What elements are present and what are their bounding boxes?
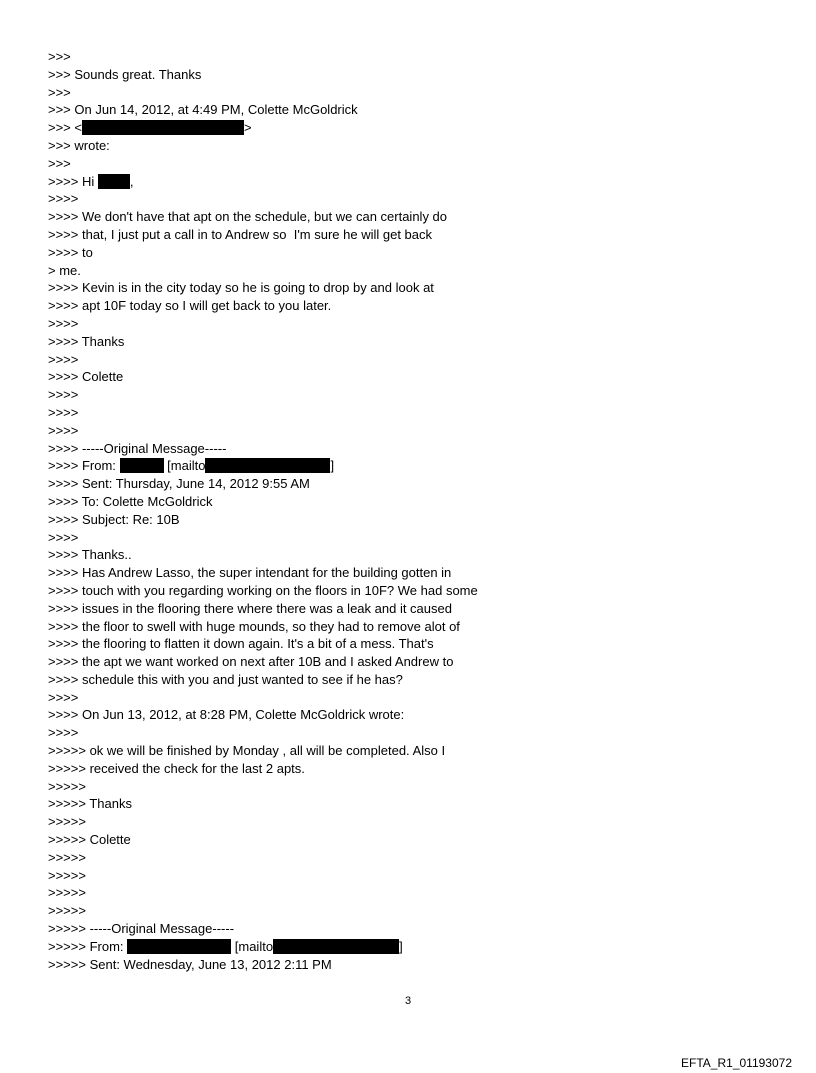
email-thread-body (48, 48, 768, 973)
quote-line: >>>> the floor to swell with huge mounds, so they had to remove alot of (48, 618, 460, 634)
quote-line: >>>>> Sent: Wednesday, June 13, 2012 2:11 PM (48, 956, 332, 972)
quote-line: >>> On Jun 14, 2012, at 4:49 PM, Colette McGoldrick (48, 102, 358, 118)
quote-line: > me. (48, 262, 81, 278)
page-number: 3 (404, 995, 412, 1007)
quote-line: >>> Sounds great. Thanks (48, 66, 202, 82)
redaction-box (127, 939, 231, 954)
quote-line: >>>>> -----Original Message----- (48, 921, 235, 937)
quote-line: >>>> the apt we want worked on next after 10B and I asked Andrew to (48, 654, 454, 670)
from-label: >>>> From: (48, 458, 116, 474)
bracket-close: ] (330, 458, 335, 474)
quote-prefix: >>> < (48, 120, 82, 136)
redaction-box (120, 458, 164, 473)
redaction-box (98, 174, 130, 189)
quote-line: >>>>> (48, 814, 86, 830)
quote-line: >>>> (48, 725, 79, 741)
quote-line: >>> (48, 84, 71, 100)
quote-line: >>>>> Thanks (48, 796, 132, 812)
quote-line: >>>> Thanks (48, 333, 125, 349)
mailto-label: [mailto (167, 458, 206, 474)
quote-line: >>>> touch with you regarding working on the floors in 10F? We had some (48, 582, 478, 598)
quote-line: >>>>> ok we will be finished by Monday , all will be completed. Also I (48, 743, 446, 759)
quote-line: >>>> (48, 529, 79, 545)
quote-line: >>>> the flooring to flatten it down again. It's a bit of a mess. That's (48, 636, 434, 652)
quote-line: >>>> (48, 422, 79, 438)
quote-line: >>>> Subject: Re: 10B (48, 511, 180, 527)
quote-line: >>>>> received the check for the last 2 apts. (48, 760, 305, 776)
quote-line: >>>> (48, 404, 79, 420)
quote-line: >>>>> (48, 778, 86, 794)
quote-line: >>> (48, 49, 71, 64)
quote-line-greeting (48, 173, 768, 191)
quote-line: >>>> (48, 689, 79, 705)
quote-line: >>>> (48, 315, 79, 331)
quote-line-from (48, 938, 768, 956)
from-label: >>>>> From: (48, 938, 124, 954)
quote-line: >>>> (48, 191, 79, 207)
quote-line: >>>>> (48, 867, 86, 883)
redaction-box (273, 939, 399, 954)
quote-line: >>>> On Jun 13, 2012, at 8:28 PM, Colette McGoldrick wrote: (48, 707, 405, 723)
quote-line: >>>> Kevin is in the city today so he is going to drop by and look at (48, 280, 434, 296)
angle-close: > (243, 120, 252, 136)
quote-line: >>>> Has Andrew Lasso, the super intendant for the building gotten in (48, 565, 452, 581)
quote-line: >>>> issues in the flooring there where there was a leak and it caused (48, 600, 452, 616)
quote-line: >>>> schedule this with you and just wanted to see if he has? (48, 671, 403, 687)
document-id: EFTA_R1_01193072 (681, 1056, 792, 1070)
quote-line: >>> wrote: (48, 137, 110, 153)
quote-line: >>>> -----Original Message----- (48, 440, 227, 456)
quote-line: >>>> Colette (48, 369, 124, 385)
quote-line: >>>> Sent: Thursday, June 14, 2012 9:55 AM (48, 476, 310, 492)
mailto-label: [mailto (234, 938, 274, 954)
quote-line: >>>> to (48, 244, 93, 260)
quote-line: >>>> To: Colette McGoldrick (48, 493, 213, 509)
quote-line: >>>> (48, 387, 79, 403)
quote-line: >>>> that, I just put a call in to Andrew so I'm sure he will get back (48, 226, 433, 242)
quote-line: >>>>> (48, 903, 86, 919)
quote-line-email-address (48, 119, 768, 137)
quote-line: >>>>> (48, 885, 86, 901)
quote-line-from (48, 457, 768, 475)
greeting-comma: , (129, 173, 134, 189)
quote-line: >>>> Thanks.. (48, 547, 132, 563)
greeting-text: >>>> Hi (48, 173, 95, 189)
quote-line: >>>>> (48, 849, 86, 865)
redaction-box (82, 120, 244, 135)
quote-line: >>>>> Colette (48, 832, 131, 848)
quote-line: >>> (48, 155, 71, 171)
quote-line: >>>> apt 10F today so I will get back to you later. (48, 298, 332, 314)
bracket-close: ] (399, 938, 403, 954)
quote-line: >>>> (48, 351, 79, 367)
quote-line: >>>> We don't have that apt on the schedule, but we can certainly do (48, 209, 448, 225)
redaction-box (205, 458, 330, 473)
